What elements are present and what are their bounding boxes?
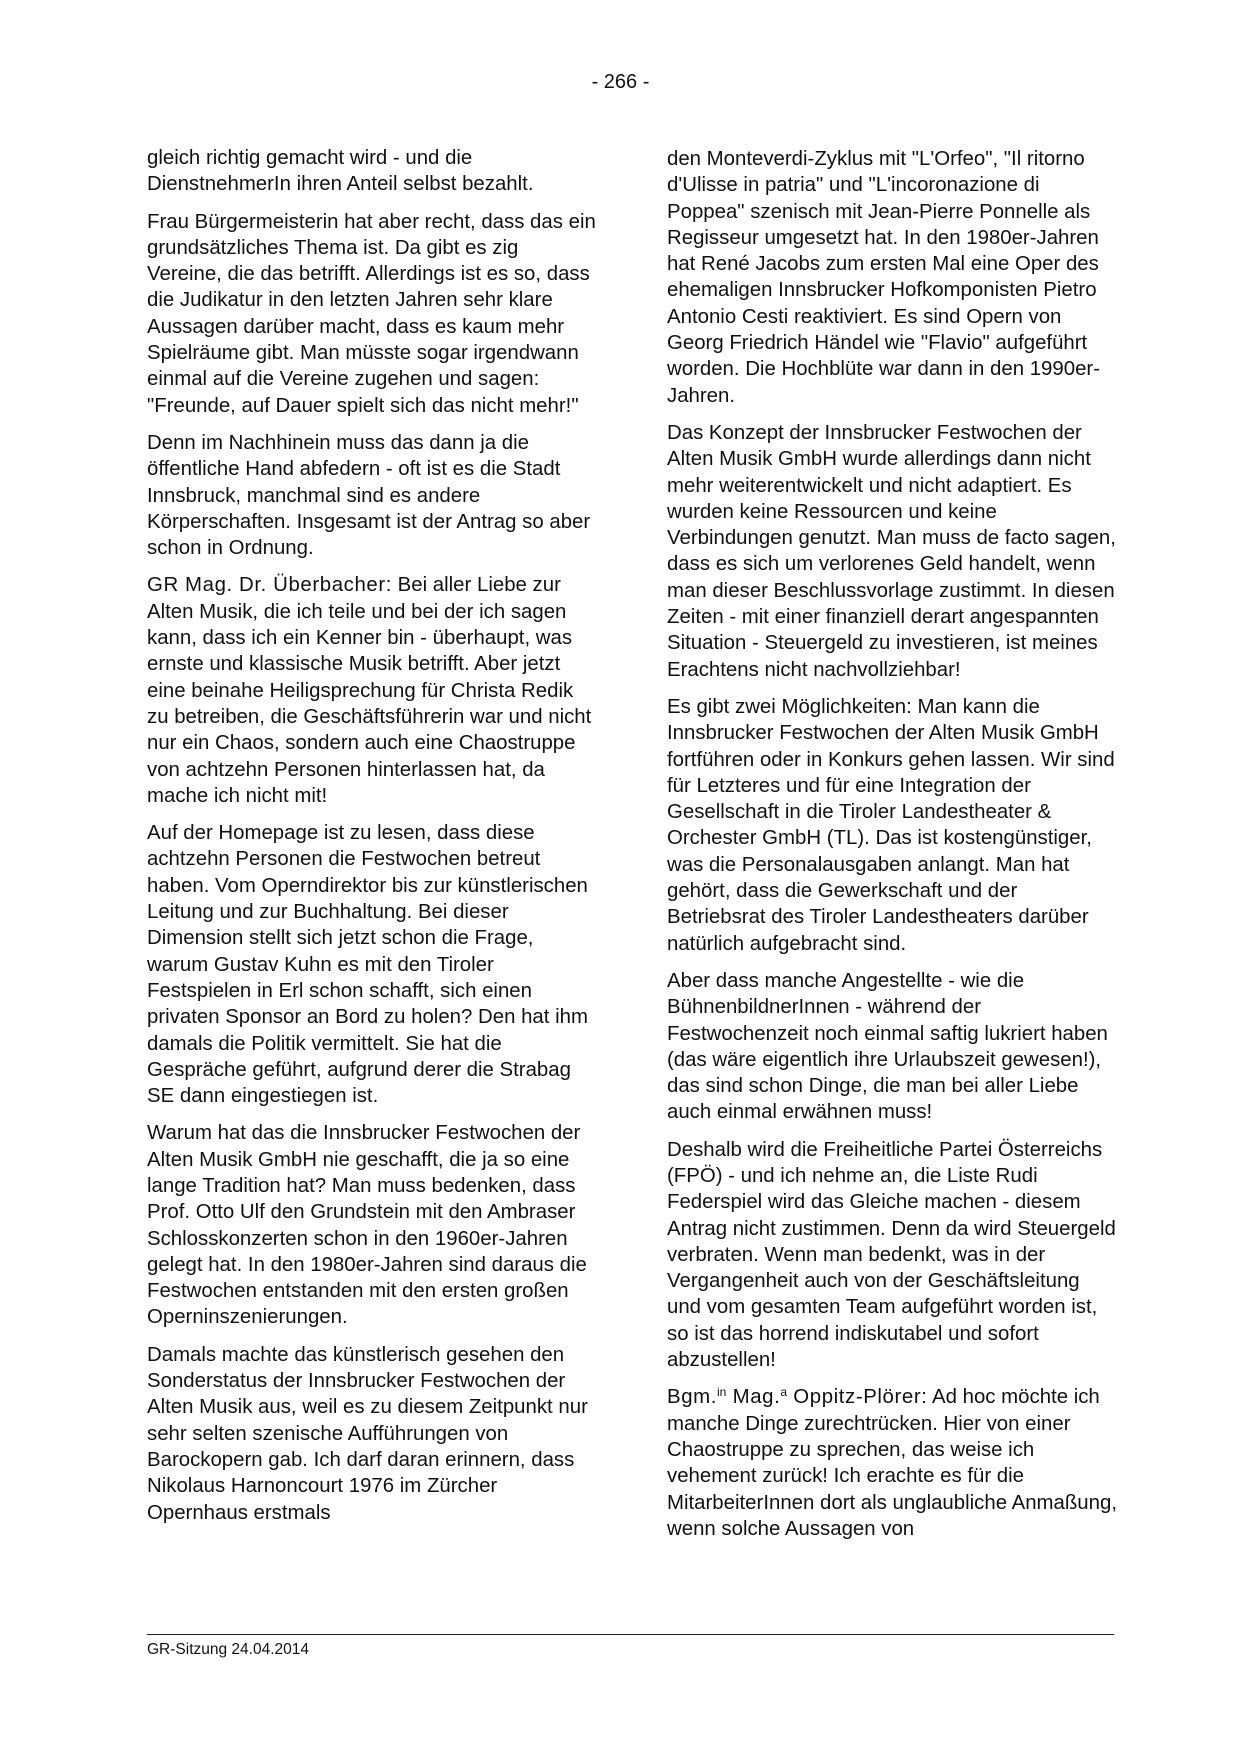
paragraph — [147, 572, 597, 809]
paragraph: Deshalb wird die Freiheitliche Partei Österreichs (FPÖ) - und ich nehme an, die Liste Rudi Federspiel wird das Gleiche machen - diesem Antrag nicht zustimmen. Denn da wird Steuergeld verbraten. Wenn man bedenkt, was in der Vergangenheit auch von der Geschäftsleitung und vom gesamten Team aufgeführt worden ist, so ist das horrend indiskutabel und sofort abzustellen! — [667, 1138, 1116, 1372]
speaker-surname: Oppitz-Plörer: — [787, 1386, 928, 1409]
paragraph: gleich richtig gemacht wird - und die DienstnehmerIn ihren Anteil selbst bezahlt. — [147, 147, 534, 196]
superscript: a — [780, 1385, 788, 1400]
speaker-title: Mag. — [726, 1386, 781, 1409]
paragraph: Das Konzept der Innsbrucker Festwochen der Alten Musik GmbH wurde allerdings dann nicht mehr weiterentwickelt und nicht adaptiert. Es wurden keine Ressourcen und keine Verbindungen genutzt. Man muss de facto sagen, dass es sich um verlorenes Geld handelt, wenn man dieser Beschlussvorlage zustimmt. In diesen Zeiten - mit einer finanziell derart angespannten Situation - Steuergeld zu investieren, ist meines Erachtens nicht nachvollziehbar! — [667, 421, 1116, 681]
speaker-title: Bgm. — [667, 1386, 717, 1409]
speech-text: Bei aller Liebe zur Alten Musik, die ich teile und bei der ich sagen kann, dass ich ein Kenner bin - überhaupt, was ernste und klassische Musik betrifft. Aber jetzt eine beinahe Heiligsprechung für Christa Redik zu betreiben, die Geschäftsführerin war und nicht nur ein Chaos, sondern auch eine Chaostruppe von achtzehn Personen hinterlassen hat, da mache ich nicht mit! — [147, 574, 592, 807]
left-column — [147, 145, 597, 1537]
superscript: in — [717, 1385, 727, 1400]
footer-session-date: GR-Sitzung 24.04.2014 — [147, 1641, 309, 1658]
paragraph: Denn im Nachhinein muss das dann ja die öffentliche Hand abfedern - oft ist es die Stadt Innsbruck, manchmal sind es andere Körperschaften. Insgesamt ist der Antrag so aber schon in Ordnung. — [147, 431, 591, 560]
page-number: - 266 - — [591, 71, 650, 93]
paragraph: Aber dass manche Angestellte - wie die BühnenbildnerInnen - während der Festwochenzeit noch einmal saftig lukriert haben (das wäre eigentlich ihre Urlaubszeit gewesen!), das sind schon Dinge, die man bei aller Liebe auch einmal erwähnen muss! — [667, 969, 1108, 1124]
paragraph: Damals machte das künstlerisch gesehen den Sonderstatus der Innsbrucker Festwochen der Alten Musik aus, weil es zu diesem Zeitpunkt nur sehr selten szenische Aufführungen von Barockopern gab. Ich darf daran erinnern, dass Nikolaus Harnoncourt 1976 im Zürcher Opernhaus erstmals — [147, 1343, 588, 1524]
paragraph: Warum hat das die Innsbrucker Festwochen der Alten Musik GmbH nie geschafft, die ja so eine lange Tradition hat? Man muss bedenken, dass Prof. Otto Ulf den Grundstein mit den Ambraser Schlosskonzerten schon in den 1960er-Jahren gelegt hat. In den 1980er-Jahren sind daraus die Festwochen entstanden mit den ersten großen Operninszenierungen. — [147, 1122, 587, 1329]
speech-text: Ad hoc möchte ich manche Dinge zurechtrücken. Hier von einer Chaostruppe zu sprechen, das weise ich vehement zurück! Ich erachte es für die MitarbeiterInnen dort als unglaubliche Anmaßung, wenn solche Aussagen von — [667, 1386, 1117, 1540]
paragraph: Es gibt zwei Möglichkeiten: Man kann die Innsbrucker Festwochen der Alten Musik GmbH fortführen oder in Konkurs gehen lassen. Wir sind für Letzteres und für eine Integration der Gesellschaft in die Tiroler Landestheater & Orchester GmbH (TL). Das ist kostengünstiger, was die Personalausgaben anlangt. Man hat gehört, dass die Gewerkschaft und der Betriebsrat des Tiroler Landestheaters darüber natürlich aufgebracht sind. — [667, 695, 1115, 955]
footer-divider — [147, 1634, 1114, 1635]
paragraph: den Monteverdi-Zyklus mit "L'Orfeo", "Il ritorno d'Ulisse in patria" und "L'incoronazione di Poppea" szenisch mit Jean-Pierre Ponnelle als Regisseur umgesetzt hat. In den 1980er-Jahren hat René Jacobs zum ersten Mal eine Oper des ehemaligen Innsbrucker Hofkomponisten Pietro Antonio Cesti reaktiviert. Es sind Opern von Georg Friedrich Händel wie "Flavio" aufgeführt worden. Die Hochblüte war dann in den 1990er-Jahren. — [667, 148, 1101, 407]
right-column — [667, 146, 1117, 1553]
paragraph: Auf der Homepage ist zu lesen, dass diese achtzehn Personen die Festwochen betreut haben. Vom Operndirektor bis zur künstlerischen Leitung und zur Buchhaltung. Bei dieser Dimension stellt sich jetzt schon die Frage, warum Gustav Kuhn es mit den Tiroler Festspielen in Erl schon schafft, sich einen privaten Sponsor an Bord zu holen? Den hat ihm damals die Politik vermittelt. Sie hat die Gespräche geführt, aufgrund derer die Strabag SE dann eingestiegen ist. — [147, 822, 588, 1108]
speaker-name — [667, 1386, 927, 1408]
paragraph — [667, 1384, 1117, 1542]
speaker-name: GR Mag. Dr. Überbacher: — [147, 574, 392, 597]
paragraph: Frau Bürgermeisterin hat aber recht, dass das ein grundsätzliches Thema ist. Da gibt es zig Vereine, die das betrifft. Allerdings ist es so, dass die Judikatur in den letzten Jahren sehr klare Aussagen darüber macht, dass es kaum mehr Spielräume gibt. Man müsste sogar irgendwann einmal auf die Vereine zugehen und sagen: "Freunde, auf Dauer spielt sich das nicht mehr!" — [147, 210, 596, 417]
